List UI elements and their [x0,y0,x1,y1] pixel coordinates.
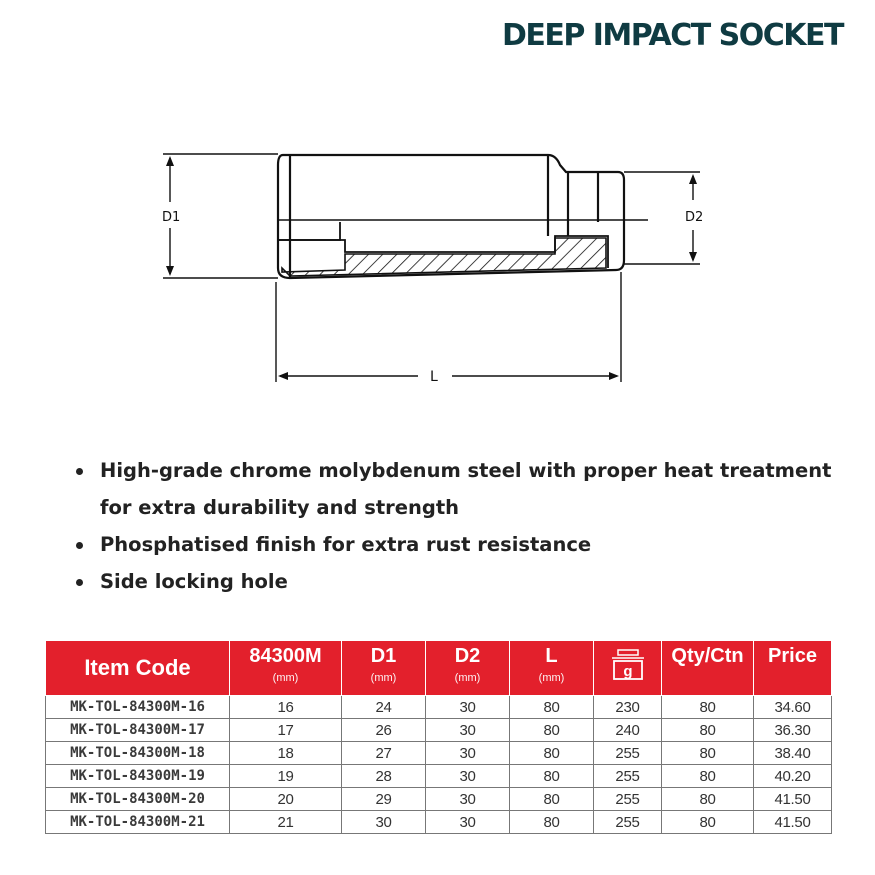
cell-weight: 255 [594,742,662,765]
cell-price: 34.60 [754,696,832,719]
cell-item-code: MK-TOL-84300M-16 [46,696,230,719]
cell-price: 41.50 [754,788,832,811]
feature-list [70,452,850,600]
spec-table [45,640,832,834]
cell-item-code: MK-TOL-84300M-17 [46,719,230,742]
d1-label: D1 [162,210,181,225]
col-header-l: L (mm) [510,641,594,696]
cell-l: 80 [510,788,594,811]
cell-size: 19 [230,765,342,788]
cell-d2: 30 [426,811,510,834]
cell-d2: 30 [426,742,510,765]
l-dimension [276,272,621,382]
col-header-item-code: Item Code [46,641,230,696]
col-header-weight [594,641,662,696]
cell-weight: 255 [594,765,662,788]
weight-icon [610,649,646,681]
col-header-qty: Qty/Ctn [662,641,754,696]
cell-l: 80 [510,811,594,834]
cell-d1: 26 [342,719,426,742]
cell-weight: 255 [594,811,662,834]
table-row [46,696,832,719]
cell-size: 18 [230,742,342,765]
page-title: DEEP IMPACT SOCKET [501,18,843,53]
cell-size: 17 [230,719,342,742]
feature-item: Phosphatised finish for extra rust resistance [70,526,850,563]
d2-label: D2 [685,210,704,225]
cell-size: 16 [230,696,342,719]
cell-price: 41.50 [754,811,832,834]
cell-item-code: MK-TOL-84300M-19 [46,765,230,788]
l-label: L [430,369,438,385]
table-row [46,719,832,742]
cell-qty: 80 [662,742,754,765]
cell-d2: 30 [426,765,510,788]
cell-weight: 255 [594,788,662,811]
cell-d1: 27 [342,742,426,765]
cell-d2: 30 [426,788,510,811]
feature-item: Side locking hole [70,563,850,600]
col-header-price: Price [754,641,832,696]
cell-item-code: MK-TOL-84300M-20 [46,788,230,811]
cell-qty: 80 [662,811,754,834]
cell-size: 21 [230,811,342,834]
hatched-section [282,238,606,276]
cell-item-code: MK-TOL-84300M-18 [46,742,230,765]
cell-weight: 230 [594,696,662,719]
table-header-row [46,641,832,696]
cell-d1: 24 [342,696,426,719]
cell-d1: 30 [342,811,426,834]
cell-l: 80 [510,765,594,788]
col-header-d2: D2 (mm) [426,641,510,696]
cell-d1: 29 [342,788,426,811]
cell-qty: 80 [662,719,754,742]
cell-price: 40.20 [754,765,832,788]
col-header-d1: D1 (mm) [342,641,426,696]
table-row [46,788,832,811]
cell-price: 38.40 [754,742,832,765]
table-row [46,765,832,788]
table-row [46,742,832,765]
cell-d2: 30 [426,719,510,742]
cell-qty: 80 [662,765,754,788]
cell-qty: 80 [662,788,754,811]
cell-l: 80 [510,719,594,742]
cell-d2: 30 [426,696,510,719]
cell-d1: 28 [342,765,426,788]
table-row [46,811,832,834]
cell-size: 20 [230,788,342,811]
col-header-size: 84300M (mm) [230,641,342,696]
cell-l: 80 [510,742,594,765]
cell-qty: 80 [662,696,754,719]
cell-price: 36.30 [754,719,832,742]
socket-diagram [150,140,710,390]
svg-text:g: g [622,663,633,680]
cell-item-code: MK-TOL-84300M-21 [46,811,230,834]
cell-weight: 240 [594,719,662,742]
cell-l: 80 [510,696,594,719]
feature-item: High-grade chrome molybdenum steel with proper heat treatment for extra durability and strength [70,452,850,526]
